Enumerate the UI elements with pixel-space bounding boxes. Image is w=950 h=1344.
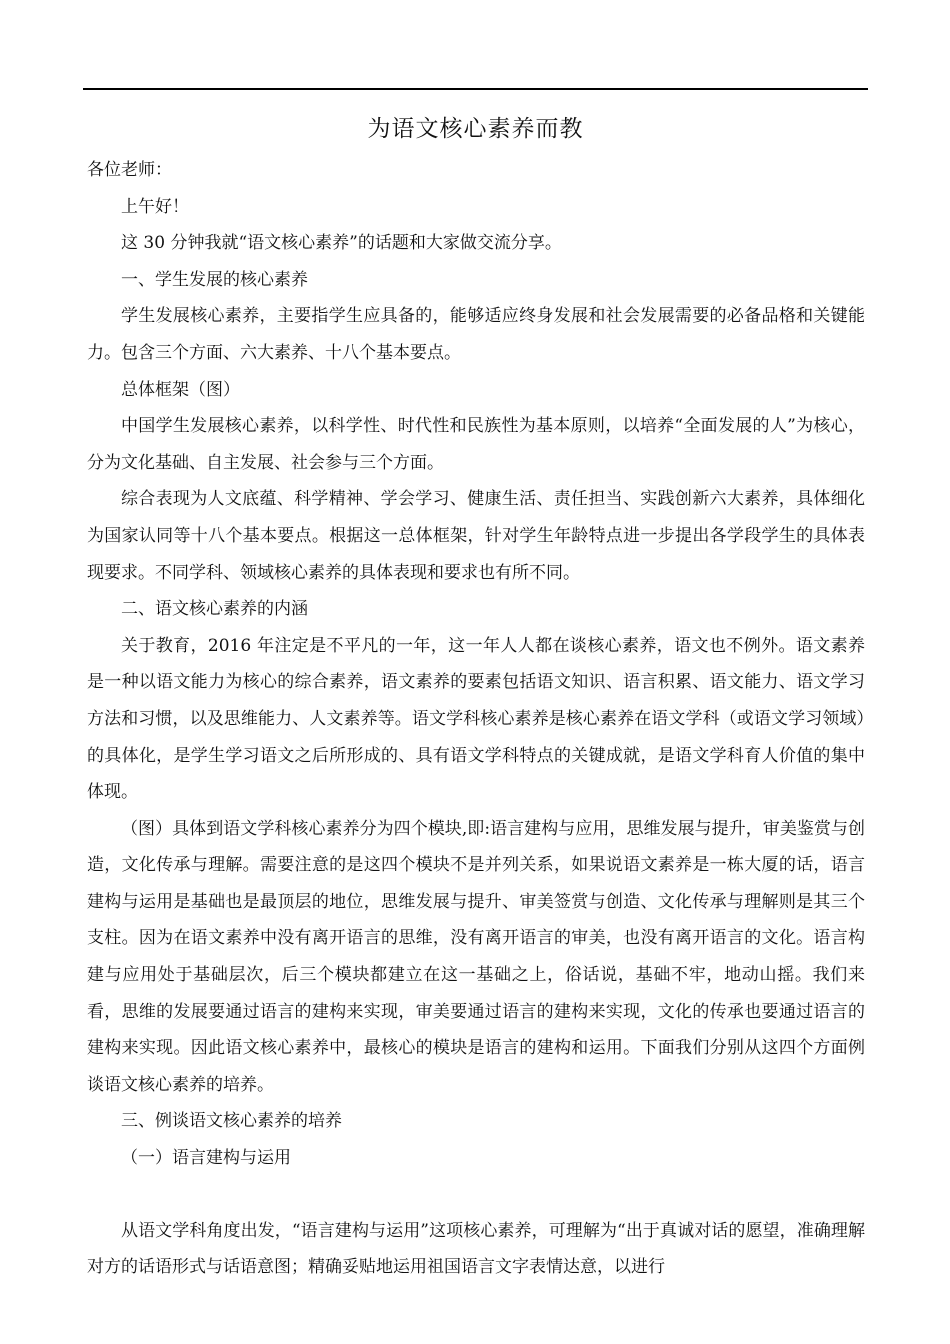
paragraph: 学生发展核心素养，主要指学生应具备的，能够适应终身发展和社会发展需要的必备品格和关键能力。包含三个方面、六大素养、十八个基本要点。: [87, 306, 865, 363]
paragraph: 一、学生发展的核心素养: [121, 269, 308, 290]
paragraph: 三、例谈语文核心素养的培养: [121, 1111, 342, 1132]
paragraph-gap: [87, 1177, 865, 1213]
paragraph: 关于教育，2016 年注定是不平凡的一年，这一年人人都在谈核心素养，语文也不例外。语文素养是一种以语文能力为核心的综合素养，语文素养的要素包括语文知识、语言积累、语文能力、语文学习方法和习惯，以及思维能力、人文素养等。语文学科核心素养是核心素养在语文学科（或语文学习领域）的具体化，是学生学习语文之后所形成的、具有语文学科特点的关键成就，是语文学科育人价值的集中体现。: [87, 635, 865, 803]
paragraph: （一）语言建构与运用: [121, 1148, 291, 1169]
paragraph: 各位老师：: [87, 160, 172, 180]
paragraph: 总体框架（图）: [121, 379, 240, 400]
paragraph: （图）具体到语文学科核心素养分为四个模块,即:语言建构与应用，思维发展与提升，审美鉴赏与创造，文化传承与理解。需要注意的是这四个模块不是并列关系，如果说语文素养是一栋大厦的话，语言建构与运用是基础也是最顶层的地位，思维发展与提升、审美签赏与创造、文化传承与理解则是其三个支柱。因为在语文素养中没有离开语言的思维，没有离开语言的审美，也没有离开语言的文化。语言构建与应用处于基础层次，后三个模块都建立在这一基础之上，俗话说，基础不牢，地动山摇。我们来看，思维的发展要通过语言的建构来实现，审美要通过语言的建构来实现，文化的传承也要通过语言的建构来实现。因此语文核心素养中，最核心的模块是语言的建构和运用。下面我们分别从这四个方面例谈语文核心素养的培养。: [87, 818, 865, 1095]
paragraph: 上午好！: [121, 196, 189, 217]
paragraph: 二、语文核心素养的内涵: [121, 599, 308, 620]
paragraph: 从语文学科角度出发，“语言建构与运用”这项核心素养，可理解为“出于真诚对话的愿望，准确理解对方的话语形式与话语意图；精确妥贴地运用祖国语言文字表情达意，以进行: [87, 1220, 865, 1278]
paragraph: 中国学生发展核心素养，以科学性、时代性和民族性为基本原则，以培养“全面发展的人”为核心，分为文化基础、自主发展、社会参与三个方面。: [87, 416, 865, 473]
header-rule: [83, 88, 868, 90]
paragraph: 这 30 分钟我就“语文核心素养”的话题和大家做交流分享。: [121, 233, 562, 254]
paragraph: 综合表现为人文底蕴、科学精神、学会学习、健康生活、责任担当、实践创新六大素养，具体细化为国家认同等十八个基本要点。根据这一总体框架，针对学生年龄特点进一步提出各学段学生的具体表现要求。不同学科、领域核心素养的具体表现和要求也有所不同。: [87, 489, 865, 583]
document-title: 为语文核心素养而教: [367, 116, 584, 142]
document-body: [87, 152, 865, 1286]
